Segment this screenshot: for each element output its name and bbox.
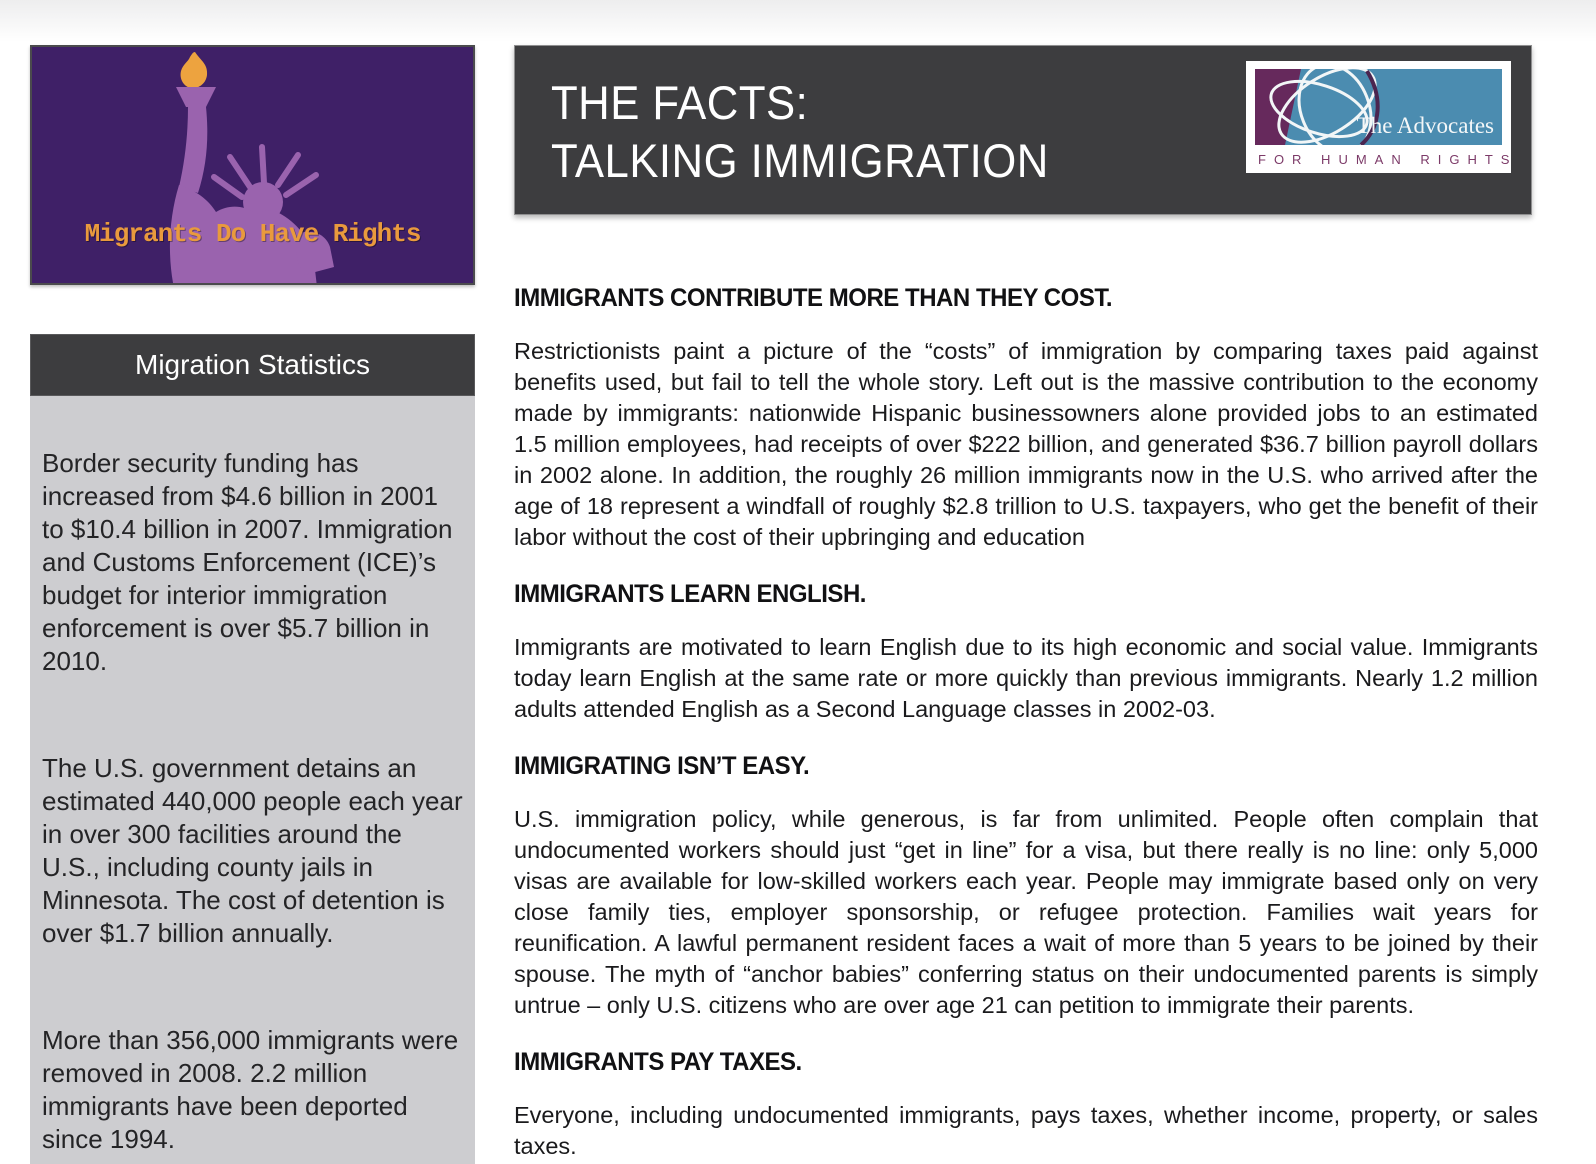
sidebar-title: Migration Statistics — [135, 349, 370, 380]
migration-statistics-sidebar — [30, 334, 475, 1164]
section-body-clipped: Everyone, including undocumented immigrants, pays taxes, whether income, property, or sales taxes. — [514, 1102, 1538, 1159]
logo-tagline: FOR HUMAN RIGHTS — [1258, 152, 1518, 167]
stat-paragraph-border-security: Border security funding has increased from $4.6 billion in 2001 to $10.4 billion in 2007. Immigration and Customs Enforcement (ICE)’s budget for interior immigration enforcement is over $5.7 billion in 2010. — [42, 448, 453, 676]
logo-blue-panel — [1255, 69, 1502, 145]
section-heading: IMMIGRANTS LEARN ENGLISH. — [514, 580, 867, 608]
banner-title: Migrants Do Have Rights — [84, 219, 421, 249]
section-body: Restrictionists paint a picture of the “costs” of immigration by comparing taxes paid against benefits used, but fail to tell the whole story. Left out is the massive contribution to the economy made by immigrants: nationwide Hispanic businessowners alone provided jobs to an estimated 1.5 million employees, had receipts of over $222 billion, and generated $36.7 billion payroll dollars in 2002 alone. In addition, the roughly 26 million immigrants now in the U.S. who arrived after the age of 18 represent a windfall of roughly $2.8 trillion to U.S. taxpayers, who get the benefit of their labor without the cost of their upbringing and education — [514, 338, 1538, 550]
migrants-rights-banner — [30, 45, 475, 285]
page-title-line1: THE FACTS: — [551, 76, 809, 129]
page-title-line2: TALKING IMMIGRATION — [551, 134, 1049, 187]
section-body: Immigrants are motivated to learn English due to its high economic and social value. Immigrants today learn English at the same rate or more quickly than previous immigrants. Nearly 1.2 million adults attended English as a Second Language classes in 2002-03. — [514, 634, 1538, 722]
section-immigrating-isnt-easy — [514, 751, 1538, 1021]
stat-paragraph-detention: The U.S. government detains an estimated 440,000 people each year in over 300 facilities around the U.S., including county jails in Minnesota. The cost of detention is over $1.7 billion annually. — [42, 753, 463, 948]
logo-name: The Advocates — [1356, 113, 1494, 138]
section-pay-taxes — [514, 1047, 1538, 1162]
torch-flame-icon — [181, 52, 208, 88]
sidebar-body — [30, 396, 475, 1156]
section-contribute — [514, 283, 1538, 553]
advocates-logo — [1246, 61, 1518, 173]
section-learn-english — [514, 579, 1538, 725]
page-title — [551, 74, 1049, 190]
section-body: U.S. immigration policy, while generous, is far from unlimited. People often complain that undocumented workers should just “get in line” for a visa, but there really is no line: only 5,000 visas are available for low-skilled workers each year. People may immigrate based only on very close family ties, employer sponsorship, or refugee protection. Families wait years for reunification. A lawful permanent resident faces a wait of more than 5 years to be joined by their spouse. The myth of “anchor babies” conferring status on their undocumented parents is simply untrue – only U.S. citizens who are over age 21 can petition to immigrate their parents. — [514, 806, 1538, 1018]
sidebar-title-bar — [30, 334, 475, 396]
section-heading: IMMIGRANTS PAY TAXES. — [514, 1048, 802, 1076]
section-heading: IMMIGRANTS CONTRIBUTE MORE THAN THEY COST. — [514, 284, 1113, 312]
stat-paragraph-removals: More than 356,000 immigrants were removed in 2008. 2.2 million immigrants have been deported since 1994. — [42, 1025, 459, 1154]
page-header — [514, 45, 1532, 215]
section-heading: IMMIGRATING ISN’T EASY. — [514, 752, 810, 780]
article-body — [514, 283, 1538, 1164]
